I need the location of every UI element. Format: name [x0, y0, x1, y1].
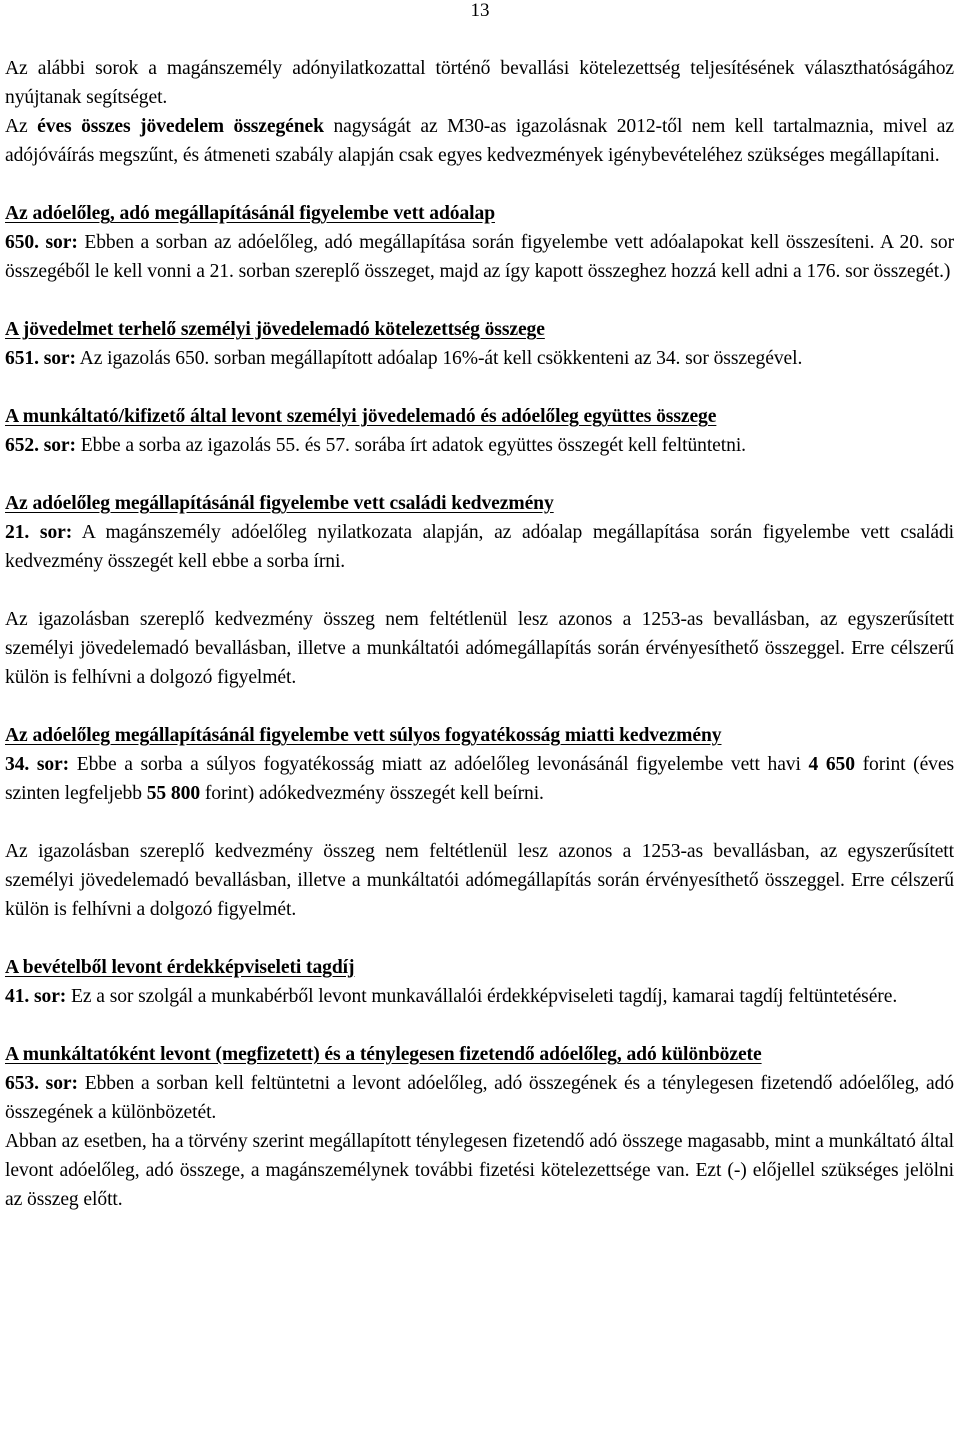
section-heading: Az adóelőleg megállapításánál figyelembe vett súlyos fogyatékosság miatti kedvezmény — [5, 725, 722, 746]
row-label: 651. sor: — [5, 348, 76, 369]
section-paragraph — [5, 228, 954, 286]
text-run: Ebben a sorban az adóelőleg, adó megállapítása során figyelembe vett adóalapokat kell összesíteni. A 20. sor összegéből le kell vonni a 21. sorban szereplő összeget, majd az így kapott összeghez hozzá kell adni a 176. sor összegét.) — [5, 232, 954, 282]
section-paragraph — [5, 982, 954, 1011]
section-paragraph — [5, 431, 954, 460]
section-paragraph — [5, 750, 954, 808]
section-paragraph — [5, 1069, 954, 1127]
text-run: A magánszemély adóelőleg nyilatkozata alapján, az adóalap megállapítása során figyelembe vett családi kedvezmény összegét kell ebbe a sorba írni. — [5, 522, 954, 572]
text-run: Ebben a sorban kell feltüntetni a levont adóelőleg, adó összegének és a ténylegesen fizetendő adóelőleg, adó összegének a különbözetét. — [5, 1073, 954, 1123]
document-body — [5, 54, 954, 1214]
note-paragraph: Az igazolásban szereplő kedvezmény összeg nem feltétlenül lesz azonos a 1253-as bevallásban, az egyszerűsített személyi jövedelemadó bevallásban, illetve a munkáltatói adómegállapítás során érvényesíthető összeggel. Erre célszerű külön is felhívni a dolgozó figyelmét. — [5, 609, 954, 688]
text-run: Ebbe a sorba az igazolás 55. és 57. sorába írt adatok együttes összegét kell feltüntetni. — [75, 435, 746, 456]
monthly-amount: 4 650 — [808, 754, 855, 775]
row-label: 650. sor: — [5, 232, 78, 253]
yearly-amount: 55 800 — [146, 783, 201, 804]
section-heading: A munkáltató/kifizető által levont személyi jövedelemadó és adóelőleg együttes összege — [5, 406, 717, 427]
note-paragraph: Abban az esetben, ha a törvény szerint megállapított ténylegesen fizetendő adó összege magasabb, mint a munkáltató által levont adóelőleg, adó összege, a magánszemélynek további fizetési kötelezettsége van. Ezt (-) előjellel szükséges jelölni az összeg előtt. — [5, 1131, 954, 1210]
text-run: nagyságát az M30-as igazolásnak 2012-től nem kell tartalmaznia, mivel az adójóváírás megszűnt, és átmeneti szabály alapján csak egyes kedvezmények igénybevételéhez szükséges megállapítani. — [5, 116, 954, 166]
section-paragraph — [5, 344, 954, 373]
text-run: Az — [5, 116, 38, 137]
row-label: 21. sor: — [5, 522, 73, 543]
bold-term: éves összes jövedelem összegének — [37, 116, 324, 137]
section-heading: Az adóelőleg, adó megállapításánál figyelembe vett adóalap — [5, 203, 495, 224]
text-run: Az igazolás 650. sorban megállapított adóalap 16%-át kell csökkenteni az 34. sor összegével. — [75, 348, 803, 369]
text-run: Ebbe a sorba a súlyos fogyatékosság miatt az adóelőleg levonásánál figyelembe vett havi — [69, 754, 809, 775]
intro-paragraph-2 — [5, 112, 954, 170]
row-label: 653. sor: — [5, 1073, 78, 1094]
section-heading: A jövedelmet terhelő személyi jövedelemadó kötelezettség összege — [5, 319, 545, 340]
intro-paragraph: Az alábbi sorok a magánszemély adónyilatkozattal történő bevallási kötelezettség teljesítésének választhatóságához nyújtanak segítséget. — [5, 58, 954, 108]
row-label: 41. sor: — [5, 986, 67, 1007]
text-run: forint (éves szinten legfeljebb — [5, 754, 955, 804]
section-heading: A munkáltatóként levont (megfizetett) és a ténylegesen fizetendő adóelőleg, adó különbözete — [5, 1044, 762, 1065]
page-number: 13 — [470, 0, 490, 21]
text-run: Ez a sor szolgál a munkabérből levont munkavállalói érdekképviseleti tagdíj, kamarai tagdíj feltüntetésére. — [66, 986, 898, 1007]
section-heading: Az adóelőleg megállapításánál figyelembe vett családi kedvezmény — [5, 493, 554, 514]
row-label: 34. sor: — [5, 754, 70, 775]
row-label: 652. sor: — [5, 435, 76, 456]
section-paragraph — [5, 518, 954, 576]
section-heading: A bevételből levont érdekképviseleti tagdíj — [5, 957, 355, 978]
note-paragraph: Az igazolásban szereplő kedvezmény összeg nem feltétlenül lesz azonos a 1253-as bevallásban, az egyszerűsített személyi jövedelemadó bevallásban, illetve a munkáltatói adómegállapítás során érvényesíthető összeggel. Erre célszerű külön is felhívni a dolgozó figyelmét. — [5, 841, 954, 920]
text-run: forint) adókedvezmény összegét kell beírni. — [200, 783, 544, 804]
